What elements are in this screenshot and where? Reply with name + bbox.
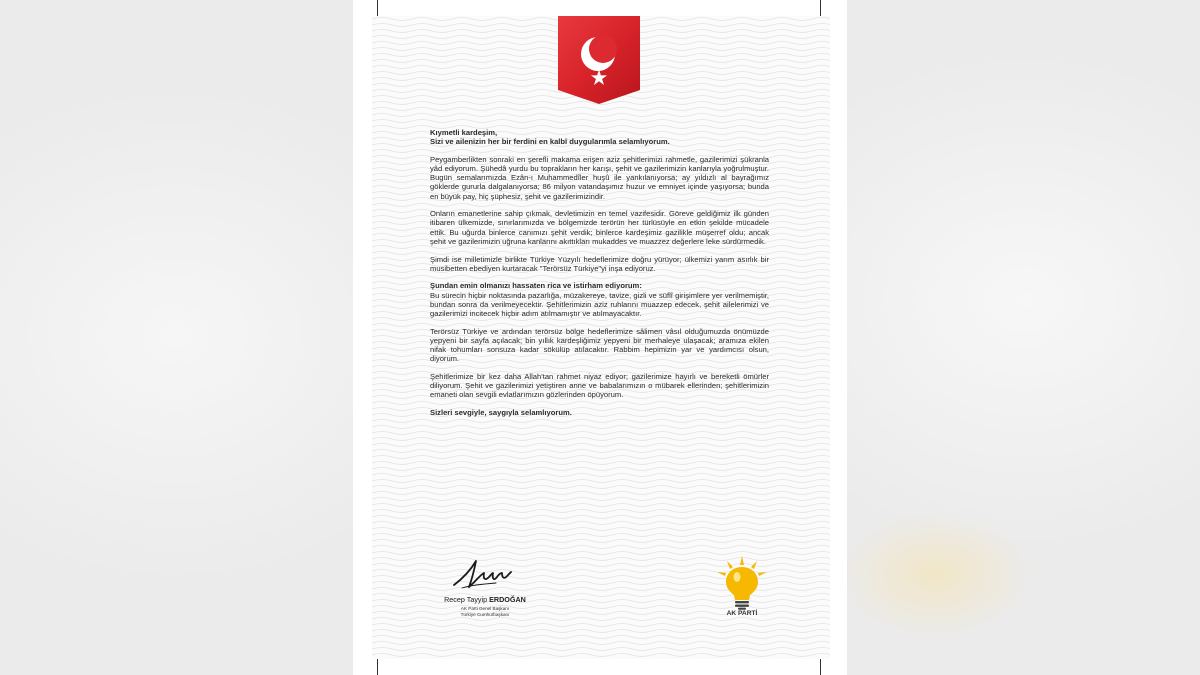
letter-paragraph-3: Şimdi ise milletimizle birlikte Türkiye Yüzyılı hedeflerimize doğru yürüyor; ülkemizi yarım asırlık bir musibetten ebediyen kurtaracak "Terörsüz Türkiye"yi inşa ediyoruz. bbox=[430, 254, 769, 273]
letter-paragraph-4-heading: Şundan emin olmanızı hassaten rica ve istirham ediyorum: bbox=[430, 281, 642, 291]
signatory-name bbox=[430, 595, 540, 604]
handwritten-signature bbox=[450, 557, 520, 591]
letter-salutation: Sizi ve ailenizin her bir ferdini en kalbî duygularımla selamlıyorum. bbox=[430, 137, 670, 147]
letter-greeting: Kıymetli kardeşim, bbox=[430, 128, 498, 137]
letter-paragraph-5: Terörsüz Türkiye ve ardından terörsüz bölge hedeflerimize sâlimen vâsıl olduğumuzda önümüzde yepyeni bir sayfa açılacak; bin yıllık kardeşliğimiz yepyeni bir merhaleye ulaşacak; aramıza ekilen nifak tohumları sonsuza kadar sökülüp atılacaktır. Rabbim hepimizin yar ve yardımcısı olsun, diyorum. bbox=[430, 326, 769, 364]
letter-paragraph-1: Peygamberlikten sonraki en şerefli makama erişen aziz şehitlerimizi rahmetle, gazilerimizi şükranla yâd ediyorum. Şühedâ yurdu bu toprakların her karışı, şehit ve gazilerimizin kanlarıyla yoğrulmuştur. Bugün semalarımızda Ezân-ı Muhammedîler huşû ile yankılanıyorsa; ay yıldızlı al bayrağımız göklerde gururla dalgalanıyorsa; 86 milyon vatandaşımız huzur ve emniyet içinde yaşıyorsa; bunda en büyük pay, hiç şüphesiz, şehit ve gazilerimizindir. bbox=[430, 154, 769, 201]
signatory-surname: ERDOĞAN bbox=[489, 595, 526, 604]
signatory-titles bbox=[430, 606, 540, 618]
letter-paragraph-4: Bu sürecin hiçbir noktasında pazarlığa, müzakereye, tavize, gizli ve süflî girişimlere yer verilmemiştir, bundan sonra da verilmeyecektir. Şehitlerimizin aziz ruhlarını muazzep edecek, şehit ailelerimizi ve gazilerimizi incitecek hiçbir adım atılmamıştır ve atılmayacaktır. bbox=[430, 290, 769, 318]
signatory-title-president: Türkiye Cumhurbaşkanı bbox=[460, 612, 510, 617]
signatory-first-names: Recep Tayyip bbox=[444, 595, 488, 604]
signatory-title-party: AK Parti Genel Başkanı bbox=[460, 606, 510, 611]
ak-parti-logo-text: AK PARTİ bbox=[726, 610, 758, 617]
letter-closing: Sizleri sevgiyle, saygıyla selamlıyorum. bbox=[430, 407, 572, 417]
letter-paragraph-2: Onların emanetlerine sahip çıkmak, devletimizin en temel vazifesidir. Göreve geldiğimiz ilk günden itibaren ülkemizde, sınırlarımızda ve bölgemizde terörün her türlüsüyle en etkin şekilde mücadele ettik. Bu uğurda binlerce canımızı şehit verdik; binlerce kardeşimiz gazilikle müşerref oldu; ancak şehit ve gazilerimizin uğruna kanlarını akıttıkları mukaddes ve muazzez değerlere leke sürdürmedik. bbox=[430, 209, 769, 246]
letter-paragraph-6: Şehitlerimize bir kez daha Allah'tan rahmet niyaz ediyor; gazilerimize hayırlı ve bereketli ömürler diliyorum. Şehit ve gazilerimizi yetiştiren anne ve babalarımızın o mübarek ellerinden; şehitlerimizin emaneti olan sevgili evlatlarımızın gözlerinden öpüyorum. bbox=[430, 371, 769, 400]
turkish-flag-banner-icon bbox=[558, 16, 640, 104]
ak-parti-lightbulb-logo-icon bbox=[716, 555, 768, 610]
letter-body bbox=[430, 128, 769, 426]
